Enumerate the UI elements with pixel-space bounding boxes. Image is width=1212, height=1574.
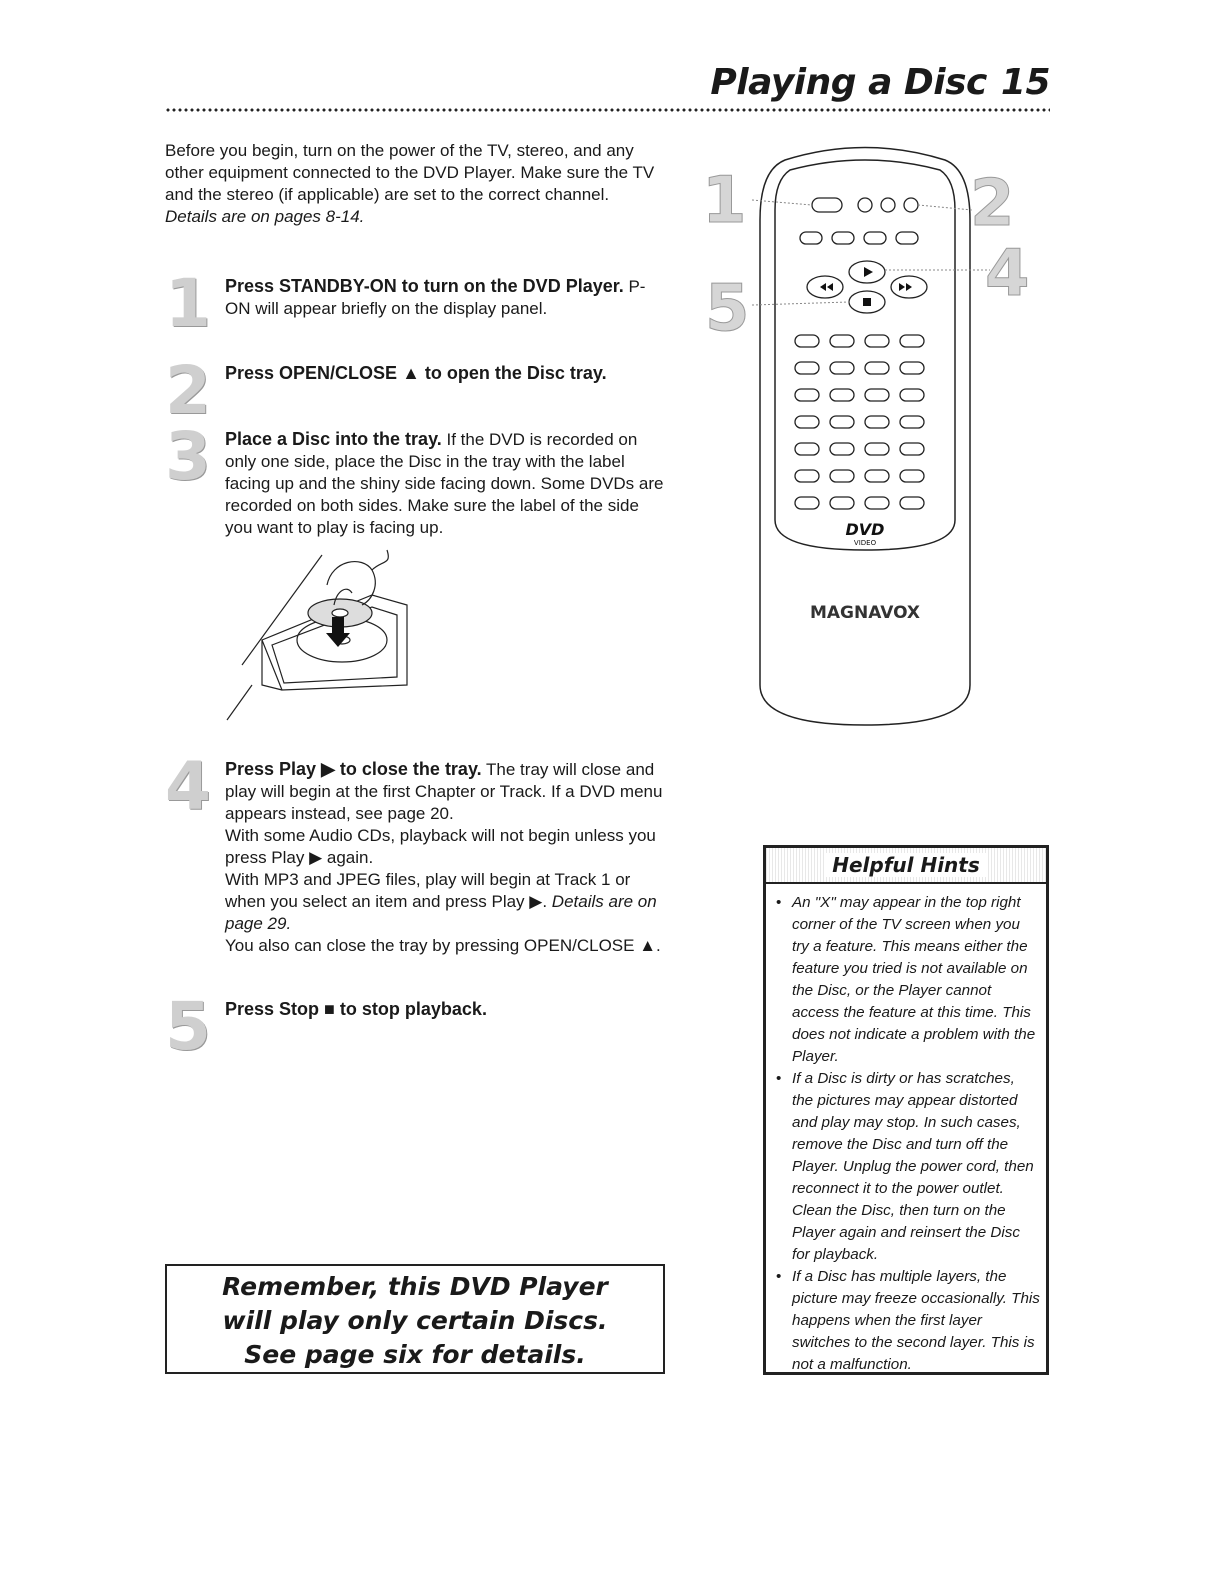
step-detail-3-ref: Details are on page 29. (225, 892, 657, 933)
hint-item: • If a Disc has multiple layers, the picture may freeze occasionally. This happens when the first layer switches to the second layer. This is not a malfunction. (772, 1266, 1040, 1376)
step-instruction: Press OPEN/CLOSE ▲ to open the Disc tray. (225, 363, 607, 383)
dvd-logo-sub: VIDEO (853, 539, 877, 547)
hint-item: • If a Disc is dirty or has scratches, the pictures may appear distorted and play may stop. In such cases, remove the Disc and turn off the Player. Unplug the power cord, then reconnect it to the power outlet. Clean the Disc, then turn on the Player again and reinsert the Disc for playback. (772, 1068, 1040, 1266)
remember-line-3: See page six for details. (244, 1340, 586, 1369)
remote-callout-2: 2 (970, 167, 1015, 241)
intro-paragraph (165, 140, 665, 228)
step-detail: The tray will close and play will begin at the first Chapter or Track. If a DVD menu appears instead, see page 20. (225, 760, 663, 823)
header-divider (165, 108, 1050, 112)
step-2 (165, 352, 665, 429)
step-detail: P-ON will appear briefly on the display panel. (225, 277, 646, 318)
disc-tray-illustration (222, 545, 442, 725)
intro-text: Before you begin, turn on the power of the TV, stereo, and any other equipment connected to the DVD Player. Make sure the TV and the stereo (if applicable) are set to the correct channel. (165, 141, 655, 204)
step-4 (165, 748, 665, 957)
step-detail-4: You also can close the tray by pressing OPEN/CLOSE ▲. (225, 936, 661, 955)
step-number: 4 (165, 748, 211, 825)
remote-callout-4: 4 (985, 237, 1030, 311)
step-detail: If the DVD is recorded on only one side, place the Disc in the tray with the label facing up and the shiny side facing down. Some DVDs are recorded on both sides. Make sure the label of the side you want to play is facing up. (225, 430, 664, 537)
remember-line-1: Remember, this DVD Player (222, 1272, 608, 1301)
step-detail-3: With MP3 and JPEG files, play will begin at Track 1 or when you select an item and press Play ▶. (225, 870, 631, 911)
hints-title-bar (766, 848, 1046, 884)
page-number: 15 (1000, 62, 1050, 103)
helpful-hints-box (763, 845, 1049, 1375)
dvd-logo: DVD (845, 520, 885, 539)
step-instruction: Place a Disc into the tray. (225, 429, 442, 449)
step-number: 2 (165, 352, 211, 429)
hints-title: Helpful Hints (826, 853, 986, 877)
step-detail-2: With some Audio CDs, playback will not begin unless you press Play ▶ again. (225, 826, 656, 867)
page-title: Playing a Disc (710, 62, 987, 103)
remote-brand: MAGNAVOX (809, 603, 921, 623)
step-1 (165, 265, 665, 342)
remember-line-2: will play only certain Discs. (222, 1306, 608, 1335)
step-number: 5 (165, 988, 211, 1065)
step-number: 1 (165, 265, 211, 342)
remote-control-illustration (700, 140, 1030, 740)
page-header (710, 62, 1050, 103)
step-number: 3 (165, 418, 211, 495)
step-3 (165, 418, 665, 539)
step-instruction: Press Stop ■ to stop playback. (225, 999, 487, 1019)
step-5 (165, 988, 665, 1065)
remote-callout-5: 5 (705, 272, 750, 346)
hints-list (772, 892, 1040, 1376)
step-instruction: Press Play ▶ to close the tray. (225, 759, 482, 779)
step-instruction: Press STANDBY-ON to turn on the DVD Player. (225, 276, 624, 296)
hint-item: • An "X" may appear in the top right corner of the TV screen when you try a feature. This means either the feature you tried is not available on the Disc, or the Player cannot access the feature at this time. This does not indicate a problem with the Player. (772, 892, 1040, 1068)
remote-callout-1: 1 (702, 164, 747, 238)
intro-ref: Details are on pages 8-14. (165, 207, 365, 226)
remember-box (165, 1264, 665, 1374)
